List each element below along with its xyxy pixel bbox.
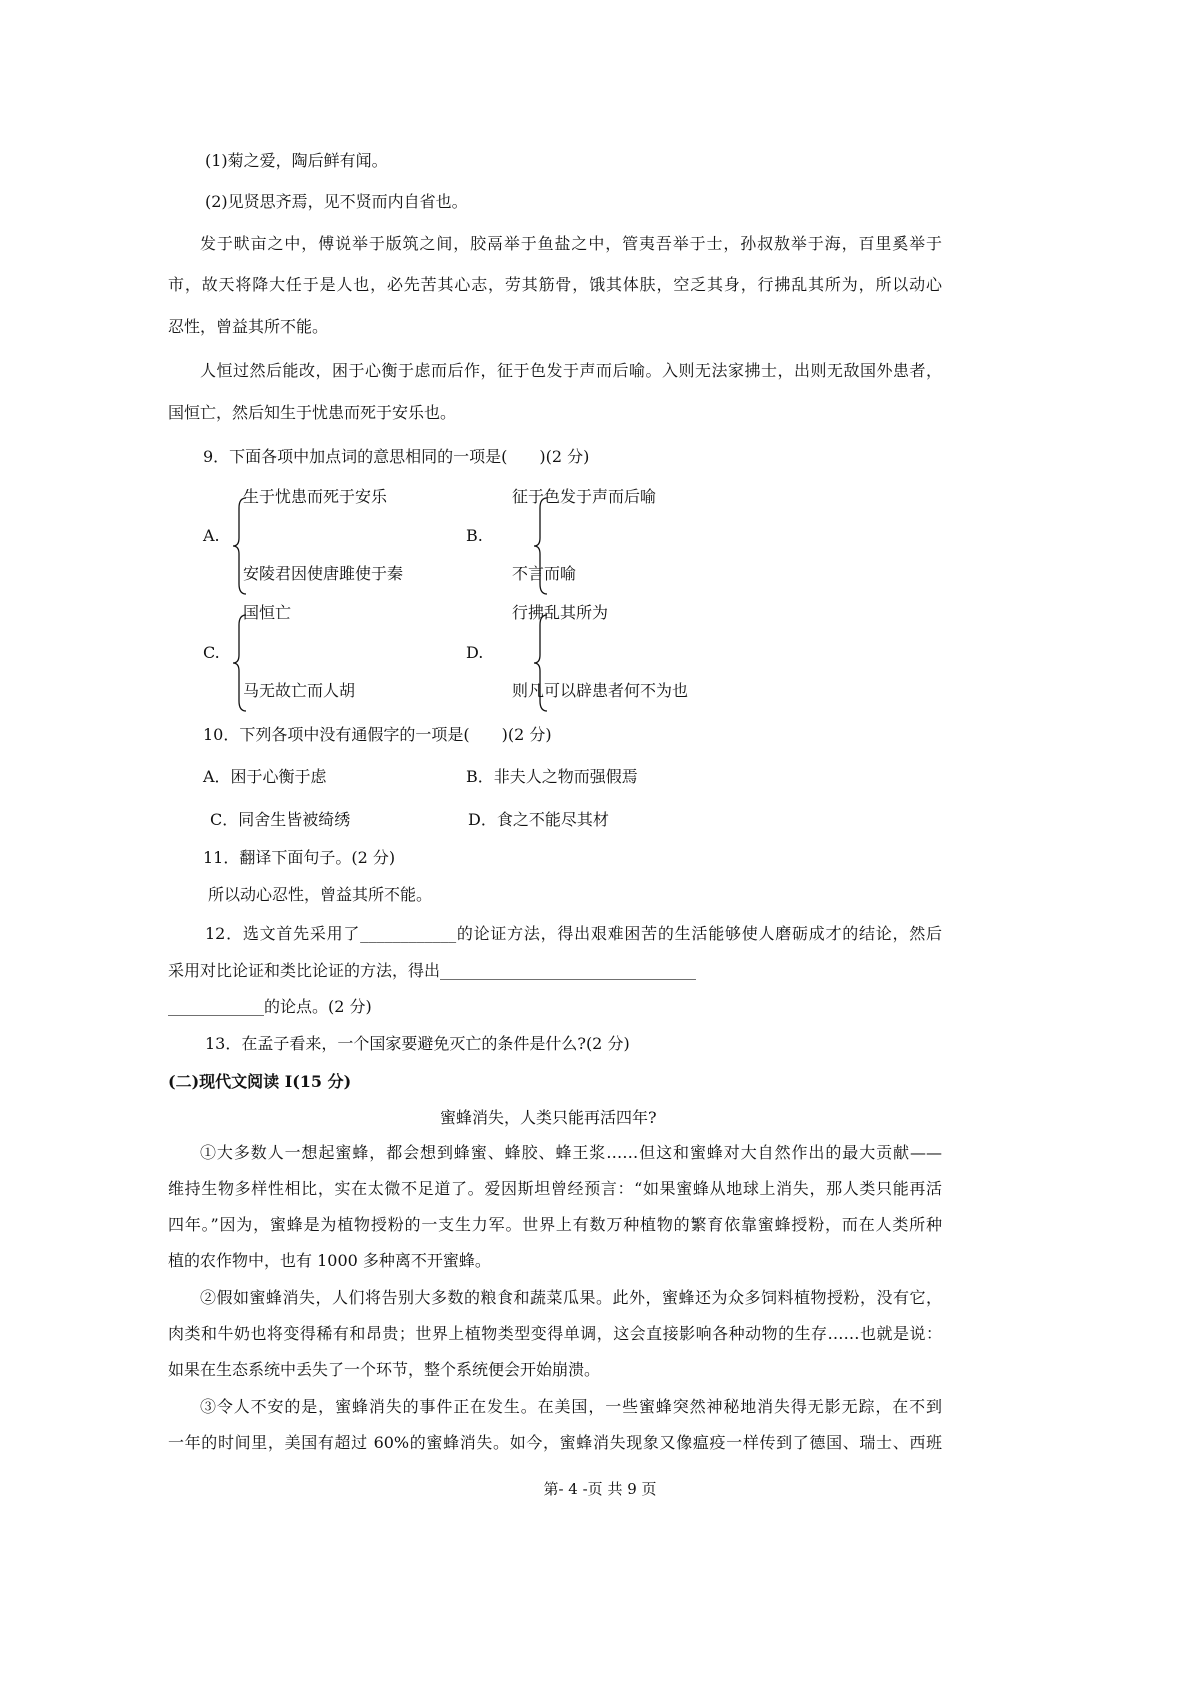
question-12-line: 采用对比论证和类比论证的方法，得出________________________________: [168, 961, 697, 980]
question-13-stem: 13．在孟子看来，一个国家要避免灭亡的条件是什么?(2 分): [205, 1034, 630, 1053]
q9-option-c-bottom: 马无故亡而人胡: [243, 681, 356, 700]
question-10-stem: 10．下列各项中没有通假字的一项是( )(2 分): [203, 725, 552, 744]
q9-option-d-top: 行拂乱其所为: [512, 603, 609, 622]
article-line: 肉类和牛奶也将变得稀有和昂贵；世界上植物类型变得单调，这会直接影响各种动物的生存……也就是说：: [168, 1324, 942, 1343]
q10-option-d: D．食之不能尽其材: [468, 810, 609, 829]
q11-sentence: 所以动心忍性，曾益其所不能。: [208, 885, 433, 904]
article-line: 四年。”因为，蜜蜂是为植物授粉的一支生力军。世界上有数万种植物的繁育依靠蜜蜂授粉，而在人类所种: [168, 1215, 942, 1234]
translation-item-2: (2)见贤思齐焉，见不贤而内自省也。: [205, 192, 468, 211]
q10-option-b: B．非夫人之物而强假焉: [466, 767, 638, 786]
passage-line: 国恒亡，然后知生于忧患而死于安乐也。: [168, 403, 457, 422]
article-line: 如果在生态系统中丢失了一个环节，整个系统便会开始崩溃。: [168, 1360, 601, 1379]
article-line: ②假如蜜蜂消失，人们将告别大多数的粮食和蔬菜瓜果。此外，蜜蜂还为众多饲料植物授粉，没有它，: [200, 1288, 942, 1307]
translation-item-1: (1)菊之爱，陶后鲜有闻。: [205, 151, 388, 170]
page-footer: 第- 4 -页 共 9 页: [543, 1480, 657, 1498]
article-line: 一年的时间里，美国有超过 60%的蜜蜂消失。如今，蜜蜂消失现象又像瘟疫一样传到了德国、瑞士、西班: [168, 1433, 942, 1452]
article-line: 维持生物多样性相比，实在太微不足道了。爱因斯坦曾经预言：“如果蜜蜂从地球上消失，那人类只能再活: [168, 1179, 942, 1198]
q9-option-d-bottom: 则凡可以辟患者何不为也: [512, 681, 689, 700]
passage-line: 发于畎亩之中，傅说举于版筑之间，胶鬲举于鱼盐之中，管夷吾举于士，孙叔敖举于海，百里奚举于: [200, 234, 942, 253]
q9-option-d-label: D.: [466, 643, 484, 662]
q10-option-a: A．困于心衡于虑: [203, 767, 327, 786]
question-11-stem: 11．翻译下面句子。(2 分): [203, 848, 396, 867]
q10-option-c: C．同舍生皆被绮绣: [210, 810, 351, 829]
q9-option-b-bottom: 不言而喻: [512, 564, 577, 583]
q9-option-a-label: A.: [203, 526, 220, 545]
q9-option-a-top: 生于忧患而死于安乐: [243, 487, 388, 506]
q9-option-b-top: 征于色发于声而后喻: [512, 487, 657, 506]
article-line: ③令人不安的是，蜜蜂消失的事件正在发生。在美国，一些蜜蜂突然神秘地消失得无影无踪，在不到: [200, 1397, 942, 1416]
passage-line: 忍性，曾益其所不能。: [168, 317, 329, 336]
q9-option-a-bottom: 安陵君因使唐雎使于秦: [243, 564, 404, 583]
q9-option-c-label: C.: [203, 643, 220, 662]
article-title: 蜜蜂消失，人类只能再活四年?: [440, 1108, 657, 1127]
passage-line: 人恒过然后能改，困于心衡于虑而后作，征于色发于声而后喻。入则无法家拂士，出则无敌国外患者，: [200, 361, 942, 380]
q9-option-b-label: B.: [466, 526, 483, 545]
passage-line: 市，故天将降大任于是人也，必先苦其心志，劳其筋骨，饿其体肤，空乏其身，行拂乱其所为，所以动心: [168, 275, 942, 294]
q9-option-c-top: 国恒亡: [243, 603, 292, 622]
article-line: 植的农作物中，也有 1000 多种离不开蜜蜂。: [168, 1251, 491, 1270]
question-12-line: ____________的论点。(2 分): [168, 997, 372, 1016]
article-line: ①大多数人一想起蜜蜂，都会想到蜂蜜、蜂胶、蜂王浆……但这和蜜蜂对大自然作出的最大贡献——: [200, 1143, 942, 1162]
question-12-line: 12．选文首先采用了____________的论证方法，得出艰难困苦的生活能够使人磨砺成才的结论，然后: [205, 924, 942, 943]
question-9-stem: 9．下面各项中加点词的意思相同的一项是( )(2 分): [203, 447, 590, 466]
section-heading: (二)现代文阅读 I(15 分): [168, 1072, 352, 1091]
